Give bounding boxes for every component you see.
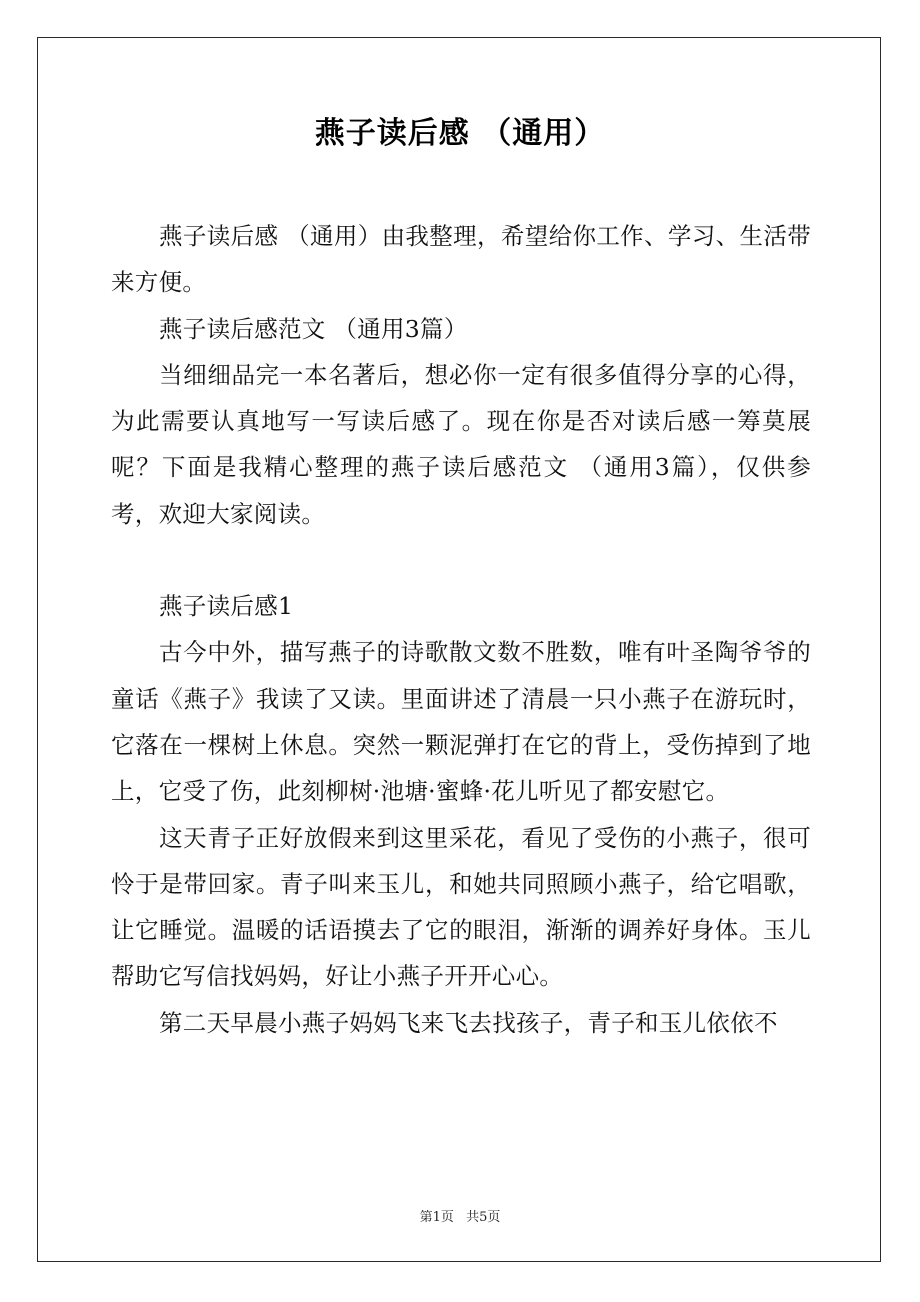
subtitle-paragraph: 燕子读后感范文 （通用3篇）: [159, 314, 468, 343]
current-page-label: 第1页: [419, 1210, 454, 1225]
body-paragraph: 第二天早晨小燕子妈妈飞来飞去找孩子，青子和玉儿依依不: [159, 1008, 778, 1037]
body-paragraph: 古今中外，描写燕子的诗歌散文数不胜数，唯有叶圣陶爷爷的童话《燕子》我读了又读。里面讲述了清晨一只小燕子在游玩时，它落在一棵树上休息。突然一颗泥弹打在它的背上，受伤掉到了地上，它受了伤，此刻柳树·池塘·蜜蜂·花儿听见了都安慰它。: [111, 638, 811, 806]
document-body: [111, 213, 811, 1046]
total-pages-label: 共5页: [466, 1210, 501, 1225]
section-heading: 燕子读后感1: [159, 592, 294, 621]
document-title: 燕子读后感 （通用）: [314, 116, 606, 151]
body-paragraph: 这天青子正好放假来到这里采花，看见了受伤的小燕子，很可怜于是带回家。青子叫来玉儿，和她共同照顾小燕子，给它唱歌，让它睡觉。温暖的话语摸去了它的眼泪，渐渐的调养好身体。玉儿帮助它写信找妈妈，好让小燕子开开心心。: [111, 823, 811, 991]
page-footer: [0, 1206, 920, 1225]
blank-line: [111, 537, 811, 583]
intro-paragraph: 燕子读后感 （通用）由我整理，希望给你工作、学习、生活带来方便。: [111, 222, 811, 297]
preface-paragraph: 当细细品完一本名著后，想必你一定有很多值得分享的心得，为此需要认真地写一写读后感了。现在你是否对读后感一筹莫展呢？下面是我精心整理的燕子读后感范文 （通用3篇），仅供参考，欢迎大家阅读。: [111, 360, 811, 528]
